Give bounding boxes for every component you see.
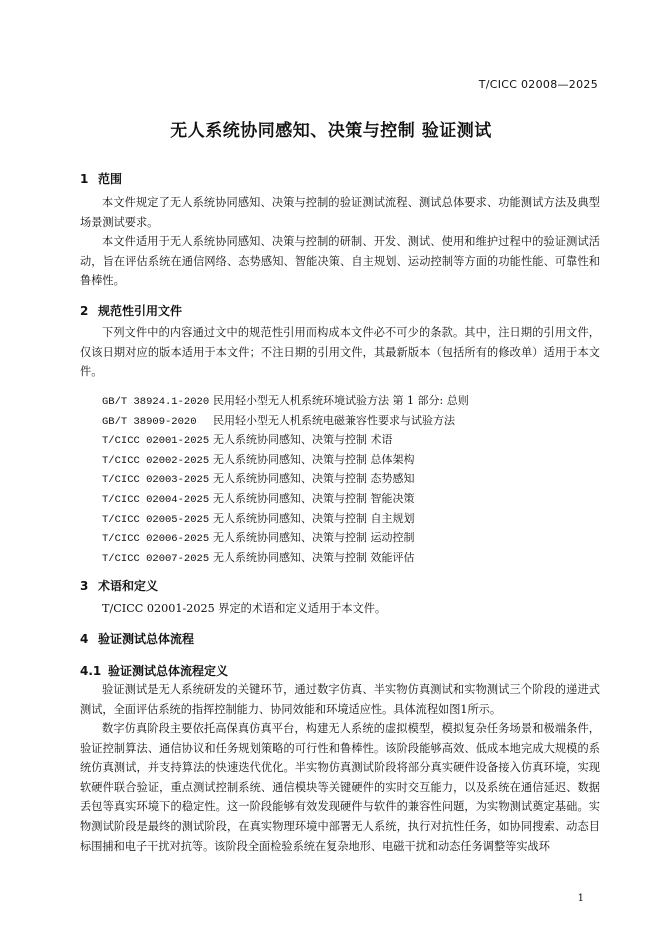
reference-title: 无人系统协同感知、决策与控制 术语 [213,433,393,447]
reference-code: GB/T 38924.1-2020 [102,396,210,408]
standard-number: T/CICC 02008—2025 [478,78,598,91]
section-4-number: 4 [80,632,89,646]
section-2-intro: 下列文件中的内容通过文中的规范性引用而构成本文件必不可少的条款。其中，注日期的引用文件，仅该日期对应的版本适用于本文件；不注日期的引用文件，其最新版本（包括所有的修改单）适用于本文件。 [80,326,600,379]
section-1-title: 范围 [98,172,123,186]
subsection-4-1-paragraph-2: 数字仿真阶段主要依托高保真仿真平台，构建无人系统的虚拟模型，模拟复杂任务场景和极端条件，验证控制算法、通信协议和任务规划策略的可行性和鲁棒性。该阶段能够高效、低成本地完成大规模的系统仿真测试，并支持算法的快速迭代优化。半实物仿真测试阶段将部分真实硬件设备接入仿真环境，实现软硬件联合验证，重点测试控制系统、通信模块等关键硬件的实时交互能力，以及系统在通信延迟、数据丢包等真实环境下的稳定性。这一阶段能够有效发现硬件与软件的兼容性问题，为实物测试奠定基础。实物测试阶段是最终的测试阶段，在真实物理环境中部署无人系统，执行对抗性任务，如协同搜索、动态目标围捕和电子干扰对抗等。该阶段全面检验系统在复杂地形、电磁干扰和动态任务调整等实战环 [80,722,600,853]
reference-item [102,391,469,411]
reference-code: T/CICC 02005-2025 [102,513,210,526]
section-4-heading [80,630,194,647]
reference-title: 无人系统协同感知、决策与控制 效能评估 [213,550,415,564]
reference-item [102,509,469,529]
reference-title: 无人系统协同感知、决策与控制 运动控制 [213,531,415,545]
reference-code: T/CICC 02007-2025 [102,552,210,565]
reference-code: T/CICC 02004-2025 [102,493,210,506]
reference-title: 民用轻小型无人机系统电磁兼容性要求与试验方法 [213,413,455,427]
reference-title: 民用轻小型无人机系统环境试验方法 第 1 部分: 总则 [213,394,469,407]
reference-title: 无人系统协同感知、决策与控制 态势感知 [213,472,415,486]
document-title: 无人系统协同感知、决策与控制 验证测试 [170,121,492,141]
reference-code: GB/T 38909-2020 [102,415,197,428]
reference-item [102,469,469,489]
reference-code: T/CICC 02006-2025 [102,533,210,546]
reference-code: T/CICC 02003-2025 [102,474,210,487]
section-3-heading [80,577,158,594]
section-1-paragraph-2: 本文件适用于无人系统协同感知、决策与控制的研制、开发、测试、使用和维护过程中的验证测试活动，旨在评估系统在通信网络、态势感知、智能决策、自主规划、运动控制等方面的功能性能、可靠性和鲁棒性。 [80,235,600,288]
page-number: 1 [577,893,584,904]
section-3-paragraph: T/CICC 02001-2025 界定的术语和定义适用于本文件。 [102,602,387,615]
reference-item [102,450,469,470]
reference-item [102,411,469,431]
reference-item [102,489,469,509]
reference-code: T/CICC 02001-2025 [102,435,210,448]
section-1-number: 1 [80,172,89,186]
section-2-heading [80,302,182,319]
section-1-heading [80,170,122,187]
section-3-title: 术语和定义 [98,579,159,593]
section-1-paragraph-1: 本文件规定了无人系统协同感知、决策与控制的验证测试流程、测试总体要求、功能测试方法及典型场景测试要求。 [80,196,600,229]
reference-item [102,548,469,568]
section-2-title: 规范性引用文件 [98,304,183,318]
reference-title: 无人系统协同感知、决策与控制 智能决策 [213,491,415,505]
subsection-4-1-heading [80,662,228,679]
reference-item [102,528,469,548]
reference-item [102,430,469,450]
reference-title: 无人系统协同感知、决策与控制 自主规划 [213,511,415,525]
reference-list [102,391,469,567]
section-4-title: 验证测试总体流程 [98,632,195,646]
reference-code: T/CICC 02002-2025 [102,454,210,467]
subsection-4-1-title: 验证测试总体流程定义 [108,664,229,678]
subsection-4-1-paragraph-1: 验证测试是无人系统研发的关键环节，通过数字仿真、半实物仿真测试和实物测试三个阶段的递进式测试，全面评估系统的指挥控制能力、协同效能和环境适应性。具体流程如图1所示。 [80,683,600,716]
section-2-number: 2 [80,304,89,318]
reference-title: 无人系统协同感知、决策与控制 总体架构 [213,452,415,466]
subsection-4-1-number: 4.1 [80,664,102,678]
section-3-number: 3 [80,579,89,593]
